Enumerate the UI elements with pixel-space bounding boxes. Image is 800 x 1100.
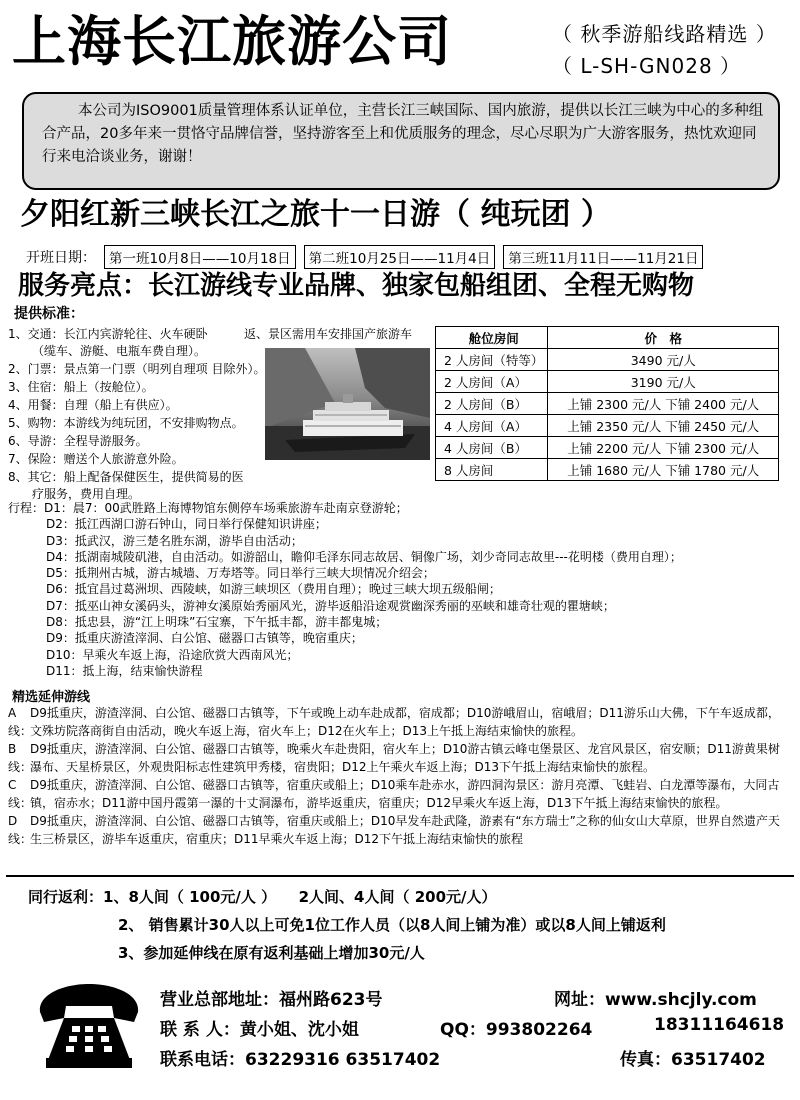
room-type: 8 人房间 (436, 459, 548, 481)
departure-label: 开班日期： (26, 250, 96, 266)
price-table-header (436, 327, 779, 349)
itinerary-day: D3：抵武汉，游三楚名胜东湖，游毕自由活动； (46, 533, 303, 548)
tour-title: 夕阳红新三峡长江之旅十一日游（ 纯玩团 ） (20, 197, 611, 232)
standards-title: 提供标准： (14, 306, 84, 322)
itinerary-day: D8：抵忠县，游“江上明珠”石宝寨，下午抵丰都，游丰都鬼城； (46, 615, 388, 630)
room-price: 3190 元/人 (548, 371, 779, 393)
qq-number: QQ：993802264 (440, 1020, 593, 1040)
itinerary-day: D6：抵宜昌过葛洲坝、西陵峡，如游三峡坝区（费用自理）；晚过三峡大坝五级船闸； (46, 582, 501, 597)
standard-item: 7、保险：赠送个人旅游意外险。 (8, 452, 184, 466)
fax-number: 传真：63517402 (620, 1050, 766, 1070)
mobile-number: 18311164618 (654, 1015, 785, 1035)
extension-text: D9抵重庆，游渣滓洞、白公馆、磁器口古镇等，宿重庆或船上；D10乘车赴赤水，游四洞沟景区：游月亮潭、飞蛙岩、白龙潭等瀑布，大同古镇，宿赤水；D11游中国丹霞第一瀑的十丈洞瀑布，游毕返重庆，宿重庆；D12早乘火车返上海，D13下午抵上海结束愉快的旅程。 (30, 778, 780, 810)
table-row (436, 371, 779, 393)
extension-line (8, 776, 790, 812)
room-type: 4 人房间（A） (436, 415, 548, 437)
standard-item: 5、购物：本游线为纯玩团，不安排购物点。 (8, 416, 244, 430)
departure-date: 第三班11月11日——11月21日 (503, 245, 703, 269)
room-price: 3490 元/人 (548, 349, 779, 371)
rebate-item (28, 884, 666, 910)
intro-text: 本公司为ISO9001质量管理体系认证单位，主营长江三峡国际、国内旅游，提供以长江三峡为中心的多种组合产品，20多年来一贯恪守品牌信誉，坚持游客至上和优质服务的理念，尽心尽职为广大游客服务，热忱欢迎同行来电洽谈业务，谢谢！ (42, 103, 764, 165)
address: 营业总部地址：福州路623号 (160, 990, 383, 1010)
itinerary-day: D4：抵湖南城陵矶港，自由活动。如游韶山，瞻仰毛泽东同志故居、铜像广场，刘少奇同志故里---花明楼（费用自理）； (46, 549, 682, 564)
company-intro-box (22, 92, 780, 190)
phone-numbers: 联系电话：63229316 63517402 (160, 1050, 441, 1070)
itinerary (8, 500, 788, 679)
product-code: （ L-SH-GN028 ） (552, 54, 742, 78)
itinerary-day: D7：抵巫山神女溪码头，游神女溪原始秀丽风光，游毕返船沿途观赏幽深秀丽的巫峡和雄奇壮观的瞿塘峡； (46, 598, 615, 613)
standard-item: 疗服务，费用自理。 (32, 487, 141, 501)
itinerary-day: D5：抵荆州古城，游古城墙、万寿塔等。同日举行三峡大坝情况介绍会； (46, 566, 435, 581)
standard-item: 8、其它：船上配备保健医生，提供简易的医 (8, 470, 244, 484)
price-table (435, 326, 779, 481)
itinerary-day: D11：抵上海，结束愉快游程 (46, 663, 203, 678)
standard-item: （缆车、游艇、电瓶车费自理）。 (32, 344, 207, 358)
standard-item: 3、住宿：船上（按舱位）。 (8, 380, 154, 394)
extension-key: C线： (8, 778, 33, 810)
service-highlight: 服务亮点：长江游线专业品牌、独家包船组团、全程无购物 (18, 271, 695, 301)
rebate-item: 2、 销售累计30人以上可免1位工作人员（以8人间上铺为准）或以8人间上铺返利 (118, 916, 666, 934)
table-row (436, 415, 779, 437)
room-type: 4 人房间（B） (436, 437, 548, 459)
room-price: 上铺 1680 元/人 下铺 1780 元/人 (548, 459, 779, 481)
rebate-section (28, 884, 666, 966)
rebate-label: 同行返利： (28, 888, 104, 906)
standard-item: 1、交通：长江内宾游轮往、火车硬卧 (8, 327, 208, 341)
room-price: 上铺 2200 元/人 下铺 2300 元/人 (548, 437, 779, 459)
standard-item: 6、导游：全程导游服务。 (8, 434, 148, 448)
extension-text: D9抵重庆，游渣滓洞、白公馆、磁器口古镇等，晚乘火车赴贵阳，宿火车上；D10游古镇云峰屯堡景区、龙宫风景区，宿安顺；D11游黄果树瀑布、天星桥景区，外观贵阳标志性建筑甲秀楼，宿贵阳；D12上午乘火车返上海；D13下午抵上海结束愉快的旅程。 (30, 742, 780, 774)
table-row (436, 459, 779, 481)
contact-person: 联 系 人：黄小姐、沈小姐 (160, 1020, 359, 1040)
extension-text: D9抵重庆，游渣滓洞、白公馆、磁器口古镇等，下午或晚上动车赴成都，宿成都；D10游峨眉山，宿峨眉；D11游乐山大佛，下午车返成都，文殊坊院落商街自由活动，晚火车返上海，宿火车上；D12在火车上；D13上午抵上海结束愉快的旅程。 (30, 706, 780, 738)
standard-item-continued: 返、景区需用车安排国产旅游车 (244, 327, 413, 341)
extension-lines (8, 704, 790, 848)
standard-item: 2、门票：景点第一门票（明列自理项 目除外）。 (8, 362, 266, 376)
itinerary-day: 行程：D1：晨7：00武胜路上海博物馆东侧停车场乘旅游车赴南京登游轮； (8, 501, 408, 515)
cruise-ship-photo (265, 348, 430, 460)
room-price: 上铺 2300 元/人 下铺 2400 元/人 (548, 393, 779, 415)
itinerary-day: D10：早乘火车返上海，沿途欣赏大西南风光； (46, 647, 299, 662)
room-price: 上铺 2350 元/人 下铺 2450 元/人 (548, 415, 779, 437)
extension-line (8, 740, 790, 776)
table-row (436, 437, 779, 459)
itinerary-day: D2：抵江西湖口游石钟山，同日举行保健知识讲座； (46, 517, 327, 532)
extension-line (8, 812, 790, 848)
extension-key: A线： (8, 706, 33, 738)
itinerary-day: D9：抵重庆游渣滓洞、白公馆、磁器口古镇等，晚宿重庆； (46, 631, 363, 646)
rebate-text: 1、8人间（ 100元/人 ） 2人间、4人间（ 200元/人） (103, 888, 497, 906)
room-type: 2 人房间（A） (436, 371, 548, 393)
standard-item: 4、用餐：自理（船上有供应）。 (8, 398, 178, 412)
season-subtitle: （ 秋季游船线路精选 ） (552, 22, 777, 46)
extension-text: D9抵重庆，游渣滓洞、白公馆、磁器口古镇等，宿重庆或船上；D10早发车赴武隆，游素有“东方瑞士”之称的仙女山大草原，世界自然遗产天生三桥景区，游毕车返重庆，宿重庆；D11早乘火车返上海；D12下午抵上海结束愉快的旅程 (30, 814, 780, 846)
extensions-title: 精选延伸游线 (12, 690, 91, 705)
section-divider (6, 875, 794, 877)
website: 网址：www.shcjly.com (554, 990, 757, 1010)
extension-key: D线： (8, 814, 33, 846)
header-price: 价 格 (548, 327, 779, 349)
cruise-ship-illustration (265, 348, 430, 460)
room-type: 2 人房间（特等） (436, 349, 548, 371)
room-type: 2 人房间（B） (436, 393, 548, 415)
departure-date: 第二班10月25日——11月4日 (304, 245, 496, 269)
table-row (436, 393, 779, 415)
rebate-item: 3、参加延伸线在原有返利基础上增加30元/人 (118, 944, 425, 962)
extension-key: B线： (8, 742, 33, 774)
company-name: 上海长江旅游公司 (12, 10, 452, 73)
telephone-icon (34, 978, 144, 1072)
table-row (436, 349, 779, 371)
header-room-type: 舱位房间 (436, 327, 548, 349)
extension-line (8, 704, 790, 740)
departure-date: 第一班10月8日——10月18日 (104, 245, 296, 269)
